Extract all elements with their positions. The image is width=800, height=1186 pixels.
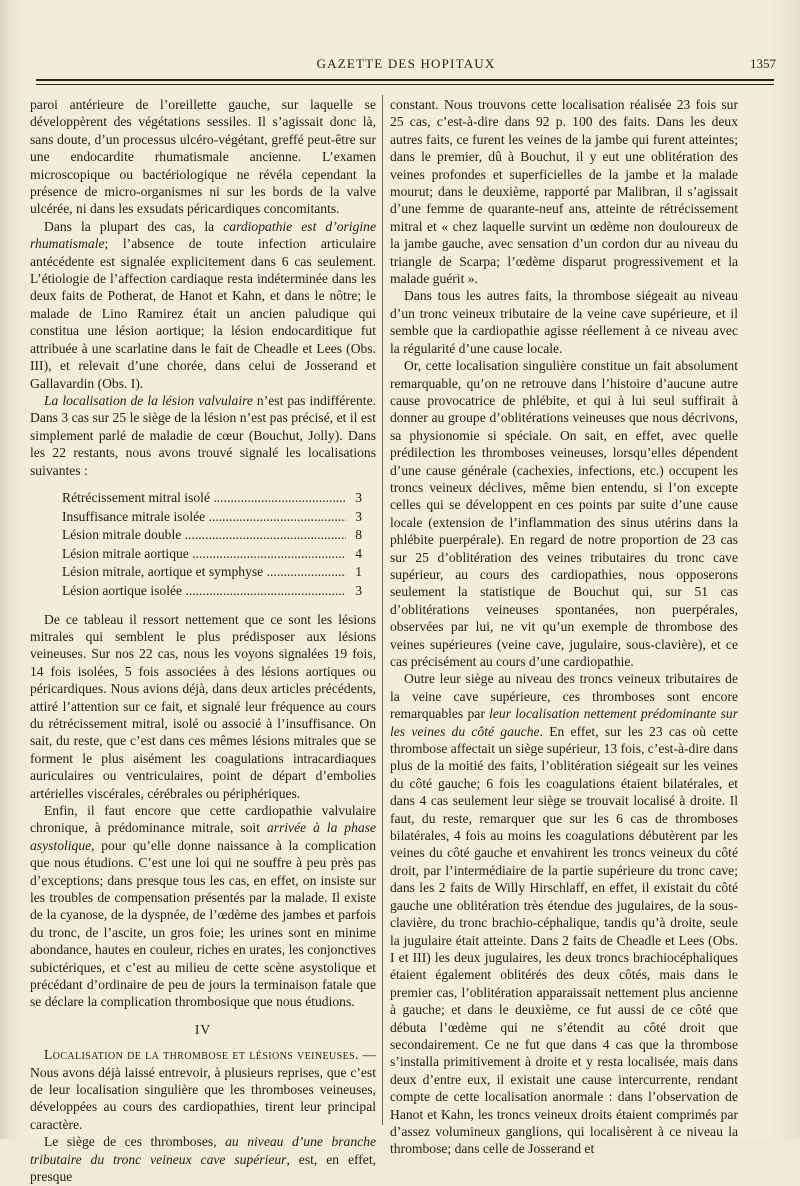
- text: , pour qu’elle donne naissance à la complication que nous étudions. C’est une loi qui ne souffre à peu près pas d’exceptions; dans presque tous les cas, en effet, on insiste sur les troubles de compensation présentés par la malade. Il existe de la cyanose, de la dyspnée, de l’œdème des jambes et parfois du tronc, de l’ascite, un gros foie; les urines sont en minime abondance, hautes en couleur, riches en urates, les conjonctives subictériques, et c’est au milieu de cette scène asystolique et précédant d’ordinaire de peu de jours la terminaison fatale que se déclare la complication thrombosique que nous étudions.: [30, 837, 376, 1010]
- table-row: [62, 489, 362, 508]
- row-value: 4: [355, 545, 362, 561]
- row-value: 1: [355, 564, 362, 580]
- row-label: Lésion aortique isolée .....: [62, 582, 346, 601]
- text: — Nous avons déjà laissé entrevoir, à plusieurs reprises, que c’est de leur localisation singulière que les thromboses veineuses, développées au cours des cardiopathies, tirent leur principal caractère.: [30, 1047, 376, 1132]
- emphasis: leur localisation nettement prédominante sur les veines du côté gauche: [390, 706, 738, 739]
- table-row: [62, 563, 362, 582]
- paragraph: Or, cette localisation singulière constitue un fait absolument remarquable, qu’on ne retrouve dans l’histoire d’aucune autre cause provocatrice de phlébite, et qui à lui seul suffirait à donner au groupe d’oblitérations veineuses que nous décrivons, sa physionomie si spéciale. On sait, en effet, avec quelle prédilection les thromboses veineuses, lorsqu’elles dépendent d’une cause générale (cachexies, infections, etc.) occupent les troncs veineux déclives, même bien entendu, si l’on excepte celles qui se développent en ces points par suite d’une cause locale (extension de l’inflammation des sinus utérins dans la phlébite puerpérale). En regard de notre proportion de 23 cas sur 25 d’oblitération des veines tributaires du tronc cave supérieur, au cours des cardiopathies, nous opposerons seulement la statistique de Bouchut qui, sur 51 cas d’oblitérations veineuses spontanées, non puerpérales, observées par lui, ne vit qu’un exemple de thrombose des veines supérieures (veine cave, jugulaire, sous-clavière), et ce cas précisément au cours d’une cardiopathie.: [390, 358, 738, 669]
- text: n’est pas indifférente. Dans 3 cas sur 25 le siège de la lésion n’est pas précisé, et il est simplement parlé de maladie de cœur (Bouchut, Jolly). Dans les 22 restants, nous avons trouvé signalé les localisations suivantes :: [30, 392, 376, 478]
- row-value: 3: [355, 489, 362, 505]
- paragraph: paroi antérieure de l’oreillette gauche, sur laquelle se développèrent des végétations sessiles. Il s’agissait donc là, sans doute, d’un processus ulcéro-végétant, greffé peut-être sur une endocardite rhumatismale ancienne. L’examen microscopique ou bactériologique ne révéla cependant la présence de micro-organismes ni sur les bords de la valve ulcérée, ni dans les exsudats péricardiques concomitants.: [30, 97, 376, 217]
- text: Le siège de ces thromboses,: [44, 1134, 226, 1150]
- emphasis: La localisation de la lésion valvulaire: [44, 392, 253, 408]
- paragraph: constant. Nous trouvons cette localisation réalisée 23 fois sur 25 cas, c’est-à-dire dans 92 p. 100 des faits. Dans les deux autres faits, ce furent les veines de la jambe qui furent atteintes; dans le premier, dû à Bouchut, il y eut une oblitération des veines profondes et superficielles de la jambe et la malade mourut; dans le deuxième, rapporté par Malibran, il s’agissait d’une femme de quarante-neuf ans, atteinte de rétrécissement mitral et « chez laquelle survint un œdème non douloureux de la jambe gauche, avec sensation d’un cordon dur au niveau du triangle de Scarpa; l’œdème disparut progressivement et la malade guérit ».: [390, 97, 738, 287]
- text: . En effet, sur les 23 cas où cette thrombose affectait un siège supérieur, 13 fois, c’est-à-dire dans plus de la moitié des faits, l’oblitération siégeait sur les veines du côté gauche; 6 fois les coagulations étaient bilatérales, et dans 4 cas seulement leur siège se trouvait localisé à droite. Il faut, du reste, remarquer que sur les 6 cas de thromboses bilatérales, 4 fois au moins les coagulations débutèrent par les veines du côté gauche et envahirent les troncs veineux du côté droit, par l’intermédiaire de la partie supérieure du tronc cave; dans les 2 faits de Willy Hirschlaff, en effet, il existait du côté gauche une oblitération très étendue des jugulaires, de la sous-clavière, du tronc brachio-céphalique, tandis qu’à droite, seule la jugulaire était atteinte. Dans 2 faits de Cheadle et Lees (Obs. I et III) les deux jugulaires, les deux troncs brachiocéphaliques étaient également oblitérés des deux côtés, mais dans le premier cas, l’oblitération apparaissait nettement plus ancienne à gauche; et dans le deuxième, ce fut aussi de ce côté que débuta l’œdème qui ne s’étendit au côté droit que secondairement. Ce ne fut que dans 4 cas que la thrombose s’installa primitivement à droite et y resta localisée, mais dans deux d’entre eux, il existait une cause intercurrente, rendant compte de cette localisation anormale : dans l’observation de Hanot et Kahn, les troncs veineux droits étaient comprimés par d’assez volumineux ganglions, qui localisèrent à ce niveau la thrombose; dans celle de Josserand et: [390, 723, 738, 1157]
- row-value: 3: [355, 508, 362, 524]
- table-row: [62, 508, 362, 527]
- column-divider: [382, 95, 383, 1125]
- paragraph: [30, 218, 376, 392]
- localisation-table: [62, 489, 362, 601]
- text: , est, en effet, presque: [30, 1151, 376, 1185]
- table-row: [62, 526, 362, 545]
- header-rule-thick: [36, 79, 774, 81]
- row-label: Insuffisance mitrale isolée .....: [62, 508, 346, 527]
- text: Outre leur siège au niveau des troncs veineux tributaires de la veine cave supérieure, ces thromboses sont encore remarquables par: [390, 671, 738, 722]
- text: ; l’absence de toute infection articulaire antécédente est signalée explicitement dans 6 cas seulement. L’étiologie de l’affection cardiaque resta indéterminée dans les deux faits de Potherat, de Hanot et Kahn, et dans le nôtre; le malade de Lino Ramirez était un ancien paludique qui constitua une lésion aortique; la lésion endocarditique fut attribuée à une scarlatine dans le fait de Cheadle et Lees (Obs. III), et relevait d’une chorée, dans celui de Josserand et Gallavardin (Obs. I).: [30, 236, 376, 391]
- paragraph: [30, 1133, 376, 1185]
- row-value: 8: [355, 527, 362, 543]
- emphasis: cardiopathie est d’origine rhumatismale: [30, 218, 376, 252]
- row-label: Rétrécissement mitral isolé .....: [62, 489, 346, 508]
- paragraph: [30, 392, 376, 479]
- section-heading: Localisation de la thrombose et lésions veineuses.: [44, 1047, 359, 1063]
- paragraph: [30, 1046, 376, 1133]
- right-column: [390, 96, 738, 1158]
- left-column: [30, 96, 376, 1186]
- row-label: Lésion mitrale double .....: [62, 526, 346, 545]
- table-row: [62, 545, 362, 564]
- text: Dans la plupart des cas, la: [44, 218, 224, 234]
- table-row: [62, 582, 362, 601]
- text: Enfin, il faut encore que cette cardiopathie valvulaire chronique, à prédominance mitrale, soit: [30, 802, 376, 836]
- paragraph: [390, 670, 738, 1157]
- row-label: Lésion mitrale aortique .....: [62, 545, 346, 564]
- paragraph: Dans tous les autres faits, la thrombose siégeait au niveau d’un tronc veineux tributaire de la veine cave supérieure, et il semble que la cardiopathie agisse réellement à ce niveau avec la régularité d’une cause locale.: [390, 288, 738, 356]
- emphasis: arrivée à la phase asystolique: [30, 820, 376, 853]
- section-number: IV: [194, 1021, 212, 1037]
- paragraph: [30, 802, 376, 1011]
- page-header: [36, 52, 776, 74]
- row-label: Lésion mitrale, aortique et symphyse .....: [62, 563, 346, 582]
- running-title: GAZETTE DES HOPITAUX: [316, 56, 496, 71]
- paragraph: De ce tableau il ressort nettement que ce sont les lésions mitrales qui semblent le plus prédisposer aux lésions veineuses. Sur nos 22 cas, nous les voyons signalées 19 fois, 14 fois isolées, 5 fois associées à des lésions aortiques ou péricardiques. Nous avions déjà, dans deux articles précédents, attiré l’attention sur ce fait, et signalé leur fréquence au cours du rétrécissement mitral, isolé ou associé à l’insuffisance. On sait, du reste, que c’est dans ces mêmes lésions mitrales que se forment le plus aisément les coagulations intracardiaques auriculaires ou ventriculaires, point de départ d’embolies artérielles viscérales, cérébrales ou périphériques.: [30, 611, 376, 801]
- header-rule-thin: [36, 84, 774, 85]
- page-number: 1357: [750, 56, 776, 71]
- emphasis: au niveau d’une branche tributaire du tronc veineux cave supérieur: [30, 1134, 376, 1167]
- row-value: 3: [355, 582, 362, 598]
